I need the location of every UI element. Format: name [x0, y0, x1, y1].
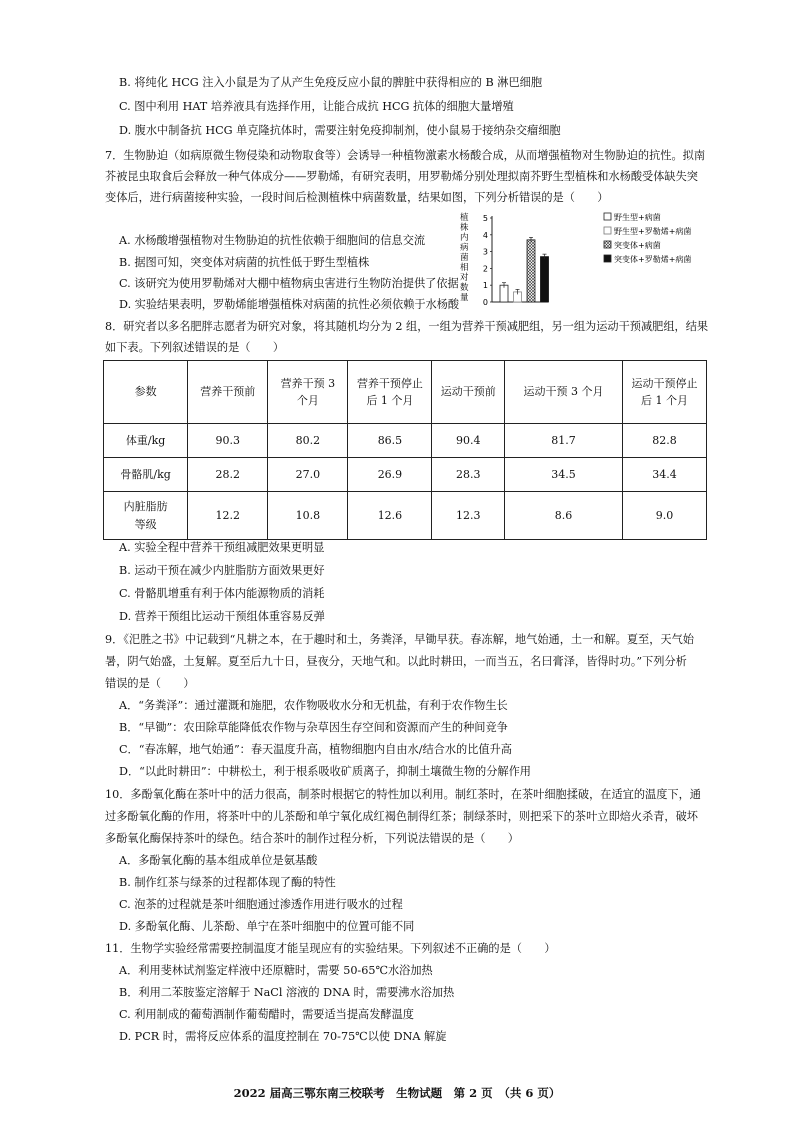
table-cell: 28.3	[432, 458, 505, 492]
header-cell-exercise-before: 运动干预前	[432, 361, 505, 424]
q9-stem-line3: 错误的是（ ）	[105, 677, 195, 690]
q9-option-b: B．“早锄”：农田除草能降低农作物与杂草因生存空间和资源而产生的种间竞争	[119, 721, 508, 734]
q7-stem-line2: 芥被昆虫取食后会释放一种气体成分——罗勒烯，有研究表明，用罗勒烯分别处理拟南芥野生型植株和水杨酸受体缺失突	[105, 170, 698, 183]
y-axis-label-char: 量	[460, 293, 469, 303]
row-label: 骨骼肌/kg	[104, 458, 188, 492]
q10-stem-line1: 10．多酚氧化酶在茶叶中的活力很高，制茶时根据它的特性加以利用。制红茶时，在茶叶细胞揉破，在适宜的温度下，通	[105, 788, 701, 801]
bar-4	[541, 257, 549, 302]
legend-swatch-4	[604, 255, 611, 262]
table-row-visceral-fat	[104, 492, 707, 540]
bar-3	[527, 240, 535, 302]
row-label: 体重/kg	[104, 424, 188, 458]
table-cell: 12.3	[432, 492, 505, 540]
q9-option-a: A．“务粪泽”：通过灌溉和施肥，农作物吸收水分和无机盐，有利于农作物生长	[119, 699, 508, 712]
y-axis-label-char: 对	[460, 273, 469, 283]
q7-option-d: D. 实验结果表明，罗勒烯能增强植株对病菌的抗性必须依赖于水杨酸	[119, 298, 460, 311]
table-row-muscle	[104, 458, 707, 492]
header-cell-exercise-3m: 运动干预 3 个月	[505, 361, 623, 424]
table-row-weight	[104, 424, 707, 458]
table-cell: 27.0	[268, 458, 348, 492]
q8-option-d: D. 营养干预组比运动干预组体重容易反弹	[119, 610, 325, 623]
header-cell-nutrition-3m: 营养干预 3 个月	[268, 361, 348, 424]
q11-option-c: C. 利用制成的葡萄酒制作葡萄醋时，需要适当提高发酵温度	[119, 1008, 414, 1021]
y-axis-label-char: 植	[460, 213, 469, 223]
q10-option-b: B. 制作红茶与绿茶的过程都体现了酶的特性	[119, 876, 336, 889]
page-footer: 2022 届高三鄂东南三校联考 生物试题 第 2 页 （共 6 页）	[233, 1086, 561, 1100]
table-cell: 9.0	[622, 492, 706, 540]
table-cell: 34.4	[622, 458, 706, 492]
y-tick-label: 5	[482, 214, 488, 223]
q8-data-table	[103, 360, 707, 540]
q9-stem-line1: 9．《汜胜之书》中记载到“凡耕之本，在于趣时和土，务粪泽，早锄早获。春冻解，地气始通，土一和解。夏至，天气始	[105, 633, 694, 646]
q10-stem-line2: 过多酚氧化酶的作用，将茶叶中的儿茶酚和单宁氧化成红褐色制得红茶；制绿茶时，则把采下的茶叶立即焙火杀青，破坏	[105, 810, 698, 823]
legend-label-2: 野生型+罗勒烯+病菌	[614, 227, 692, 236]
q7-stem-line1: 7．生物胁迫（如病原微生物侵染和动物取食等）会诱导一种植物激素水杨酸合成，从而增强植物对生物胁迫的抗性。拟南	[105, 149, 706, 162]
legend-label-3: 突变体+病菌	[614, 241, 661, 250]
q8-stem-line1: 8．研究者以多名肥胖志愿者为研究对象，将其随机均分为 2 组，一组为营养干预减肥组，另一组为运动干预减肥组，结果	[105, 320, 709, 333]
y-tick-label: 1	[482, 281, 488, 291]
table-cell: 26.9	[348, 458, 432, 492]
q10-option-a: A．多酚氧化酶的基本组成单位是氨基酸	[119, 854, 318, 867]
y-tick-label: 4	[482, 230, 488, 240]
q7-bar-chart	[458, 210, 708, 310]
q6-option-b: B. 将纯化 HCG 注入小鼠是为了从产生免疫反应小鼠的脾脏中获得相应的 B 淋巴细胞	[119, 76, 543, 89]
q10-stem-line3: 多酚氧化酶保持茶叶的绿色。结合茶叶的制作过程分析，下列说法错误的是（ ）	[105, 832, 519, 845]
y-axis-label-char: 病	[460, 243, 469, 253]
q8-option-b: B. 运动干预在减少内脏脂肪方面效果更好	[119, 564, 325, 577]
table-cell: 8.6	[505, 492, 623, 540]
y-tick-label: 0	[482, 298, 488, 307]
q9-option-c: C．“春冻解，地气始通”：春天温度升高，植物细胞内自由水/结合水的比值升高	[119, 743, 512, 756]
y-tick-label: 3	[482, 247, 488, 257]
header-cell-nutrition-after: 营养干预停止 后 1 个月	[348, 361, 432, 424]
table-cell: 10.8	[268, 492, 348, 540]
q6-option-d: D. 腹水中制备抗 HCG 单克隆抗体时，需要注射免疫抑制剂，使小鼠易于接纳杂交瘤细胞	[119, 124, 561, 137]
table-cell: 90.4	[432, 424, 505, 458]
table-header-row	[104, 361, 707, 424]
q8-option-a: A. 实验全程中营养干预组减肥效果更明显	[119, 541, 325, 554]
y-axis-label-char: 菌	[460, 253, 469, 263]
q10-option-d: D. 多酚氧化酶、儿茶酚、单宁在茶叶细胞中的位置可能不同	[119, 920, 415, 933]
table-cell: 82.8	[622, 424, 706, 458]
y-axis-label-char: 内	[460, 233, 469, 243]
header-cell-exercise-after: 运动干预停止 后 1 个月	[622, 361, 706, 424]
q9-stem-line2: 暑，阴气始盛，土复解。夏至后九十日，昼夜分，天地气和。以此时耕田，一而当五，名曰膏泽，皆得时功。”下列分析	[105, 655, 687, 668]
q9-option-d: D．“以此时耕田”：中耕松土，利于根系吸收矿质离子，抑制土壤微生物的分解作用	[119, 765, 531, 778]
table-cell: 28.2	[188, 458, 268, 492]
table-cell: 12.6	[348, 492, 432, 540]
table-cell: 34.5	[505, 458, 623, 492]
table-cell: 12.2	[188, 492, 268, 540]
q6-option-c: C. 图中利用 HAT 培养液具有选择作用，让能合成抗 HCG 抗体的细胞大量增殖	[119, 100, 514, 113]
legend-label-1: 野生型+病菌	[614, 213, 661, 222]
q7-stem-line3: 变体后，进行病菌接种实验，一段时间后检测植株中病菌数量，结果如图，下列分析错误的是（ ）	[105, 191, 609, 204]
row-label: 内脏脂肪 等级	[104, 492, 188, 540]
q11-option-d: D. PCR 时，需将反应体系的温度控制在 70-75℃以使 DNA 解旋	[119, 1030, 447, 1043]
q8-option-c: C. 骨骼肌增重有利于体内能源物质的消耗	[119, 587, 325, 600]
header-cell-nutrition-before: 营养干预前	[188, 361, 268, 424]
table-cell: 90.3	[188, 424, 268, 458]
q7-option-a: A. 水杨酸增强植物对生物胁迫的抗性依赖于细胞间的信息交流	[119, 234, 426, 247]
q10-option-c: C. 泡茶的过程就是茶叶细胞通过渗透作用进行吸水的过程	[119, 898, 403, 911]
y-axis-label-char: 株	[460, 223, 469, 233]
table-cell: 80.2	[268, 424, 348, 458]
bar-1	[500, 285, 508, 302]
legend-swatch-2	[604, 227, 611, 234]
q11-option-b: B．利用二苯胺鉴定溶解于 NaCl 溶液的 DNA 时，需要沸水浴加热	[119, 986, 455, 999]
y-tick-label: 2	[482, 264, 488, 274]
q7-option-c: C. 该研究为使用罗勒烯对大棚中植物病虫害进行生物防治提供了依据	[119, 277, 459, 290]
legend-label-4: 突变体+罗勒烯+病菌	[614, 255, 692, 264]
q8-stem-line2: 如下表。下列叙述错误的是（ ）	[105, 341, 285, 354]
y-axis-label-char: 相	[460, 263, 469, 273]
header-cell-param: 参数	[104, 361, 188, 424]
legend-swatch-3	[604, 241, 611, 248]
q11-stem: 11．生物学实验经常需要控制温度才能呈现应有的实验结果。下列叙述不正确的是（ ）	[105, 942, 556, 955]
table-cell: 81.7	[505, 424, 623, 458]
legend-swatch-1	[604, 213, 611, 220]
q7-option-b: B. 据图可知，突变体对病菌的抗性低于野生型植株	[119, 256, 370, 269]
q11-option-a: A．利用斐林试剂鉴定样液中还原糖时，需要 50-65℃水浴加热	[119, 964, 433, 977]
table-cell: 86.5	[348, 424, 432, 458]
y-axis-label-char: 数	[460, 283, 469, 293]
